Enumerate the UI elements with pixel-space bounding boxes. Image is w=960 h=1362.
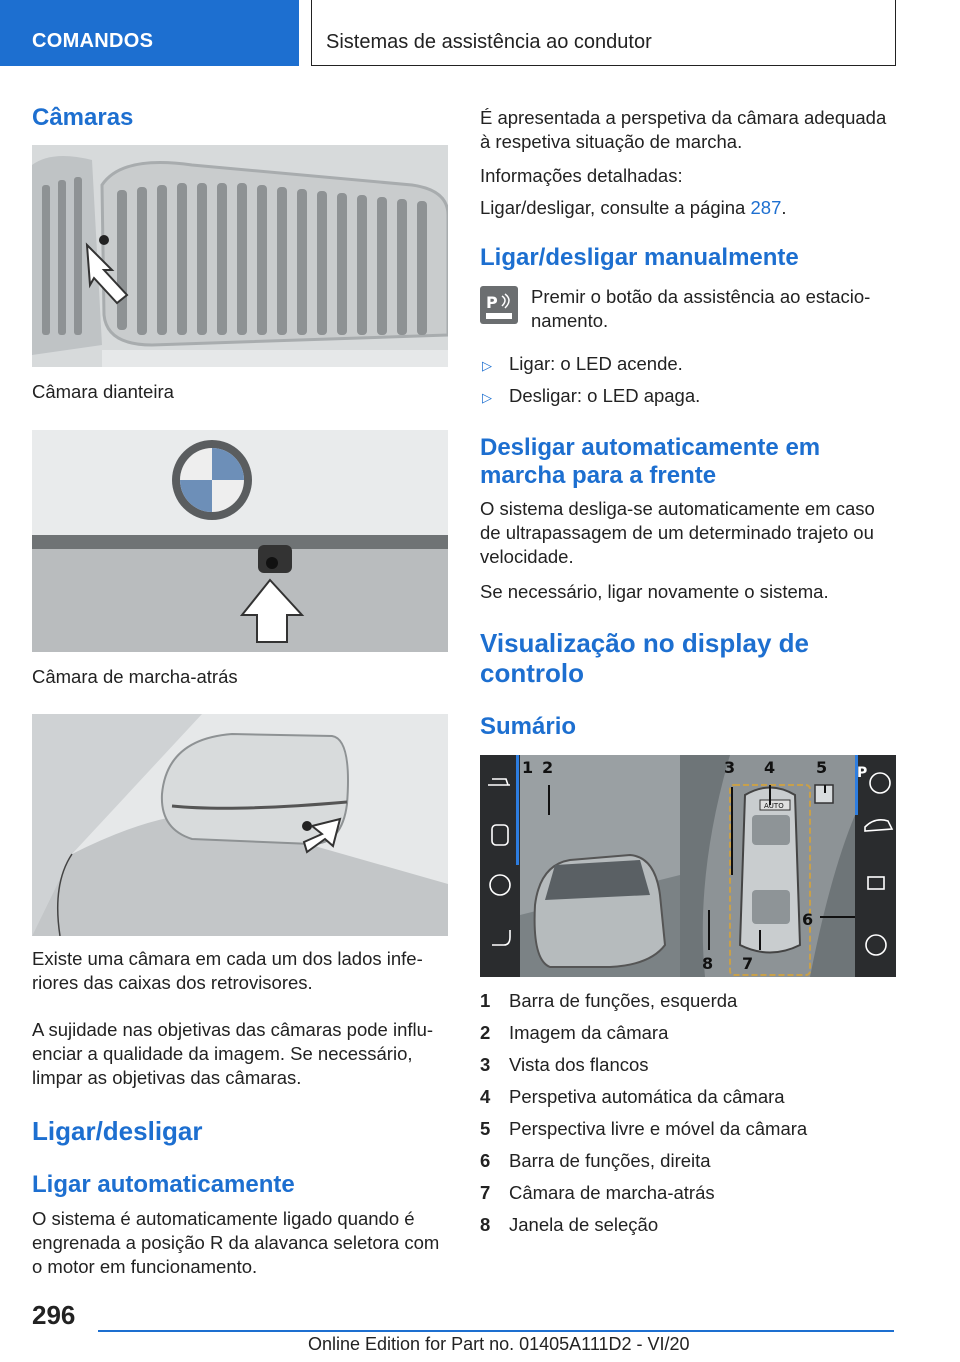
svg-text:P: P — [857, 765, 868, 781]
header-chapter-label: Sistemas de assistência ao condutor — [326, 31, 652, 53]
control-display-illustration — [480, 755, 896, 977]
triangle-bullet-icon: ▷ — [482, 358, 492, 373]
rear-camera-photo — [32, 430, 448, 652]
header-section-label: COMANDOS — [32, 30, 154, 52]
para-auto-on: O sistema é automaticamente ligado quando é engrenada a posição R da alavanca seletora com o motor em funcionamento. — [32, 1208, 440, 1277]
legend-item — [480, 1149, 900, 1181]
display-callout-7: 7 — [742, 954, 754, 973]
footer-edition: Online Edition for Part no. 01405A111D2 - VI/20 — [308, 1334, 690, 1354]
display-legend — [480, 989, 900, 1245]
legend-number: 3 — [480, 1054, 491, 1075]
legend-number: 5 — [480, 1118, 491, 1139]
bullet-off — [482, 384, 700, 410]
footer-divider — [98, 1330, 894, 1332]
legend-number: 1 — [480, 990, 491, 1011]
para-details-label: Informações detalhadas: — [480, 165, 683, 186]
display-callout-5: 5 — [816, 758, 828, 777]
heading-auto-on: Ligar automaticamente — [32, 1171, 295, 1198]
svg-text:P: P — [486, 293, 498, 312]
heading-display: Visualização no display de controlo — [480, 628, 809, 688]
para-onoff-reference — [480, 196, 787, 220]
heading-on-off: Ligar/desligar — [32, 1116, 203, 1146]
para-auto-off: O sistema desliga-se automaticamente em caso de ultrapassagem de um determinado trajeto ou velocidade. — [480, 498, 875, 567]
header-section-tab — [0, 0, 299, 66]
legend-item — [480, 1053, 900, 1085]
display-callout-1: 1 — [522, 758, 534, 777]
legend-item — [480, 989, 900, 1021]
legend-number: 4 — [480, 1086, 491, 1107]
legend-text: Imagem da câmara — [509, 1022, 669, 1043]
header-chapter-box — [311, 0, 896, 66]
bullet-on-text: Ligar: o LED acende. — [509, 353, 683, 374]
legend-text: Vista dos flancos — [509, 1054, 649, 1075]
legend-item — [480, 1213, 900, 1245]
heading-auto-off: Desligar automaticamente em marcha para a frente — [480, 434, 821, 489]
triangle-bullet-icon: ▷ — [482, 390, 492, 405]
display-callout-3: 3 — [724, 758, 736, 777]
legend-text: Perspectiva livre e móvel da câmara — [509, 1118, 808, 1139]
legend-item — [480, 1181, 900, 1213]
legend-number: 7 — [480, 1182, 491, 1203]
heading-cameras: Câmaras — [32, 104, 134, 131]
legend-item — [480, 1117, 900, 1149]
legend-text: Barra de funções, esquerda — [509, 990, 738, 1011]
display-callout-6: 6 — [802, 910, 814, 929]
legend-number: 6 — [480, 1150, 491, 1171]
side-camera-photo — [32, 714, 448, 936]
page-number: 296 — [32, 1300, 76, 1330]
display-callout-2: 2 — [542, 758, 554, 777]
manual-onoff-text: Premir o botão da assistência ao estacio-namento. — [531, 286, 871, 331]
legend-text: Câmara de marcha-atrás — [509, 1182, 715, 1203]
para-lens-dirt: A sujidade nas objetivas das câmaras pode influ-enciar a qualidade da imagem. Se necessário, limpar as objetivas das câmaras. — [32, 1019, 434, 1088]
page-287-link[interactable]: 287 — [750, 197, 782, 218]
legend-number: 2 — [480, 1022, 491, 1043]
heading-summary: Sumário — [480, 713, 577, 740]
parking-assist-button-icon — [480, 286, 518, 324]
reference-text: Ligar/desligar, consulte a página — [480, 197, 751, 218]
para-side-cameras: Existe uma câmara em cada um dos lados infe-riores das caixas dos retrovisores. — [32, 948, 423, 993]
display-callout-8: 8 — [702, 954, 714, 973]
legend-item — [480, 1021, 900, 1053]
display-callout-4: 4 — [764, 758, 776, 777]
legend-text: Perspetiva automática da câmara — [509, 1086, 785, 1107]
bullet-on — [482, 352, 683, 378]
front-camera-photo — [32, 145, 448, 367]
para-reactivate: Se necessário, ligar novamente o sistema. — [480, 581, 829, 602]
reference-end: . — [781, 197, 787, 218]
caption-front-camera: Câmara dianteira — [32, 381, 174, 402]
legend-item — [480, 1085, 900, 1117]
bullet-off-text: Desligar: o LED apaga. — [509, 385, 701, 406]
legend-number: 8 — [480, 1214, 491, 1235]
caption-rear-camera: Câmara de marcha-atrás — [32, 666, 238, 687]
heading-manual-onoff: Ligar/desligar manualmente — [480, 244, 799, 271]
auto-badge: AUTO — [764, 802, 784, 810]
legend-text: Barra de funções, direita — [509, 1150, 711, 1171]
para-perspective: É apresentada a perspetiva da câmara adequada à respetiva situação de marcha. — [480, 107, 887, 152]
legend-text: Janela de seleção — [509, 1214, 659, 1235]
